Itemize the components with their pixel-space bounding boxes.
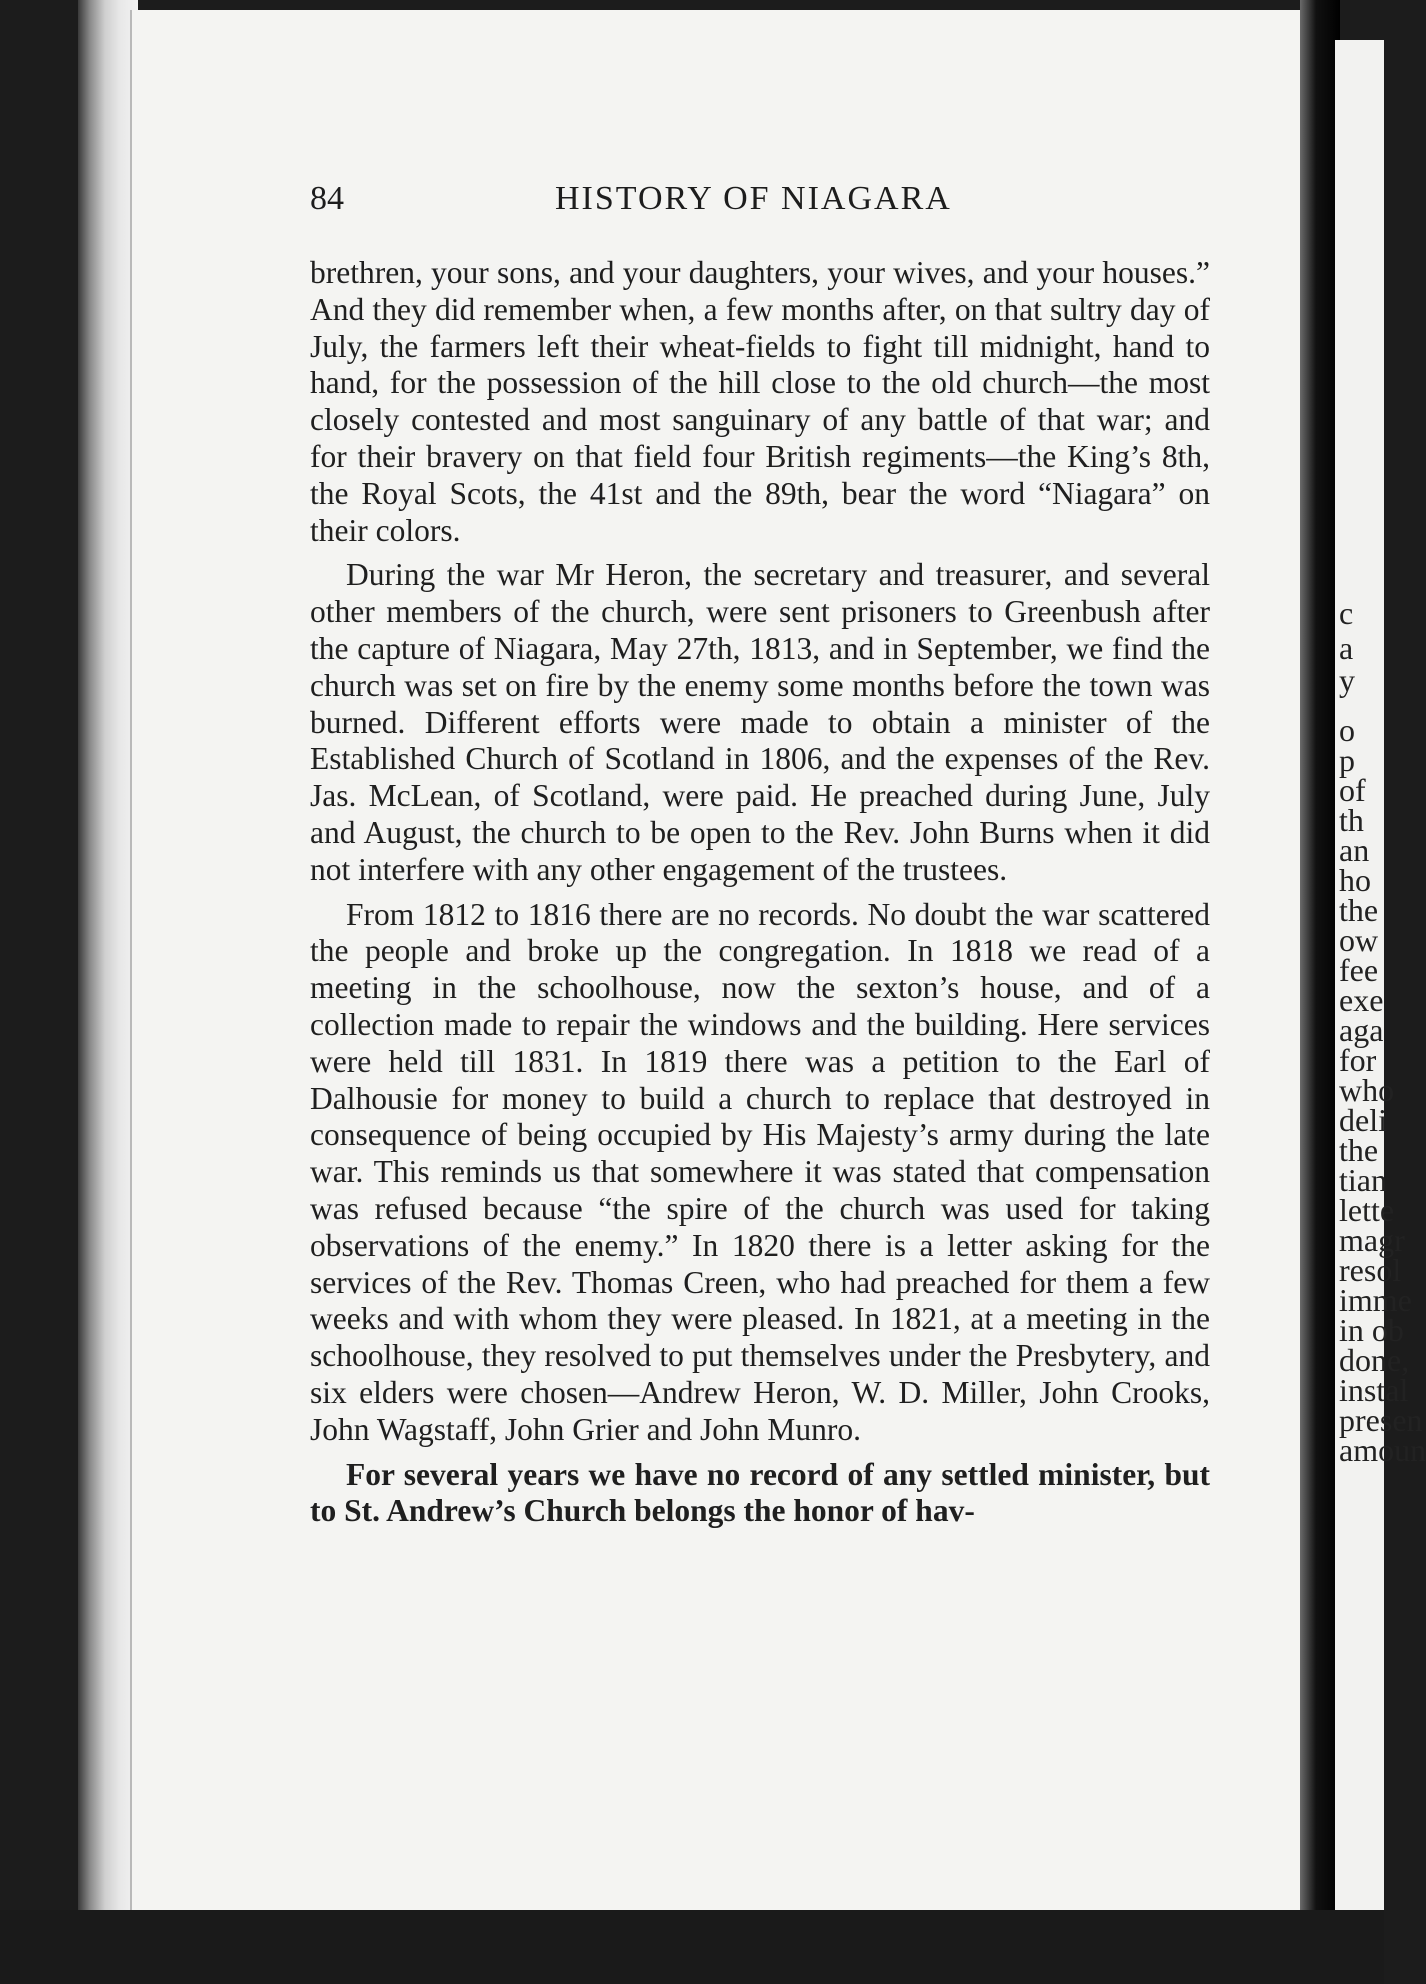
paragraph: brethren, your sons, and your daughters, your wives, and your houses.” And they did remember when, a few months after, on that sultry day of July, the farmers left their wheat-fields to fight till midnight, hand to hand, for the possession of the hill close to the old church—the most closely contested and most sanguinary of any battle of that war; and for their bravery on that field four British regiments—the King’s 8th, the Royal Scots, the 41st and the 89th, bear the word “Niagara” on their colors. [310, 255, 1210, 548]
facing-fragment: imme [1339, 1282, 1412, 1318]
facing-fragment: magr [1339, 1222, 1405, 1258]
paragraph: For several years we have no record of any settled minister, but to St. Andrew’s Church belongs the honor of hav- [310, 1456, 1210, 1529]
facing-fragment: y [1339, 662, 1355, 698]
facing-fragment: in ob [1339, 1312, 1404, 1348]
page-number: 84 [310, 180, 344, 217]
facing-fragment: the [1339, 892, 1379, 928]
facing-fragment: presen [1339, 1402, 1423, 1438]
facing-fragment: ho [1339, 862, 1371, 898]
facing-fragment: aga [1339, 1012, 1384, 1048]
facing-fragment: p [1339, 742, 1355, 778]
facing-fragment: fee [1339, 952, 1379, 988]
facing-fragment: for [1339, 1042, 1377, 1078]
paragraph: From 1812 to 1816 there are no records. No doubt the war scattered the people and broke up the congregation. In 1818 we read of a meeting in the schoolhouse, now the sexton’s house, and of a collection made to repair the windows and the building. Here services were held till 1831. In 1819 there was a petition to the Earl of Dalhousie for money to build a church to replace that destroyed in consequence of being occupied by His Majesty’s army during the late war. This reminds us that somewhere it was stated that compensation was refused because “the spire of the church was used for taking observations of the enemy.” In 1820 there is a letter asking for the services of the Rev. Thomas Creen, who had preached for them a few weeks and with whom they were pleased. In 1821, at a meeting in the schoolhouse, they resolved to put themselves under the Presbytery, and six elders were chosen—Andrew Heron, W. D. Miller, John Crooks, John Wagstaff, John Grier and John Munro. [310, 896, 1210, 1447]
facing-fragment: c [1339, 595, 1354, 631]
facing-fragment: lette [1339, 1192, 1395, 1228]
page-header [310, 180, 1210, 230]
facing-fragment: who [1339, 1072, 1395, 1108]
facing-fragment: o [1339, 712, 1355, 748]
facing-fragment: instal [1339, 1372, 1409, 1408]
facing-fragment: the [1339, 1132, 1379, 1168]
facing-fragment: ow [1339, 922, 1379, 958]
facing-fragment: an [1339, 832, 1370, 868]
scanner-background [0, 1910, 1384, 1984]
facing-fragment: amoun [1339, 1432, 1426, 1468]
running-title: HISTORY OF NIAGARA [555, 180, 952, 217]
facing-fragment: a [1339, 630, 1354, 666]
body-text [310, 255, 1210, 1530]
facing-fragment: exe [1339, 982, 1384, 1018]
book-gutter [1300, 0, 1340, 1984]
page-stack-edge [78, 0, 138, 1984]
facing-fragment: th [1339, 802, 1364, 838]
facing-fragment: tian [1339, 1162, 1387, 1198]
facing-fragment: done, [1339, 1342, 1410, 1378]
facing-fragment: resol [1339, 1252, 1402, 1288]
facing-page [1335, 40, 1426, 1920]
paragraph: During the war Mr Heron, the secretary and treasurer, and several other members of the church, were sent prisoners to Greenbush after the capture of Niagara, May 27th, 1813, and in September, we find the church was set on fire by the enemy some months before the town was burned. Different efforts were made to obtain a minister of the Established Church of Scotland in 1806, and the expenses of the Rev. Jas. McLean, of Scotland, were paid. He preached during June, July and August, the church to be open to the Rev. John Burns when it did not interfere with any other engagement of the trustees. [310, 557, 1210, 887]
facing-fragment: deli [1339, 1102, 1387, 1138]
facing-fragment: of [1339, 772, 1366, 808]
